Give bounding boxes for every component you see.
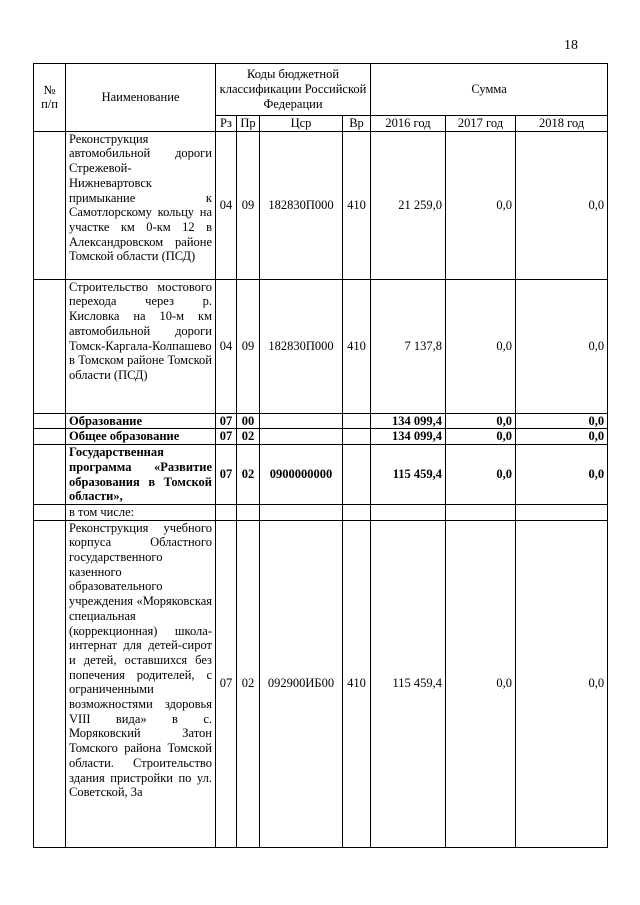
row-rz: 04 (216, 279, 237, 413)
row-sum-2018: 0,0 (516, 445, 608, 505)
row-csr: 0900000000 (260, 445, 343, 505)
header-2016: 2016 год (371, 116, 446, 132)
row-sum-2016: 115 459,4 (371, 520, 446, 847)
row-rz: 04 (216, 131, 237, 279)
row-vr: 410 (343, 279, 371, 413)
row-pr: 02 (237, 445, 260, 505)
row-num (34, 504, 66, 520)
row-sum-2017: 0,0 (446, 131, 516, 279)
row-name: Общее образование (66, 429, 216, 445)
row-sum-2018: 0,0 (516, 520, 608, 847)
header-sum: Сумма (371, 64, 608, 116)
table-row (34, 504, 608, 520)
row-vr (343, 504, 371, 520)
row-num (34, 520, 66, 847)
row-num (34, 279, 66, 413)
row-sum-2017 (446, 504, 516, 520)
header-num: № п/п (34, 64, 66, 132)
row-name: Реконструкция автомобильной дороги Стрежевой-Нижневартовск примыкание к Самотлорскому кольцу на участке км 0-км 12 в Александровском районе Томской области (ПСД) (66, 131, 216, 279)
row-pr: 00 (237, 413, 260, 429)
table-row (34, 520, 608, 847)
row-sum-2017: 0,0 (446, 279, 516, 413)
row-rz: 07 (216, 520, 237, 847)
header-vr: Вр (343, 116, 371, 132)
row-pr: 02 (237, 429, 260, 445)
header-pr: Пр (237, 116, 260, 132)
row-csr (260, 413, 343, 429)
budget-table (33, 63, 608, 848)
row-pr: 09 (237, 279, 260, 413)
row-csr: 182830П000 (260, 131, 343, 279)
header-csr: Цср (260, 116, 343, 132)
row-vr: 410 (343, 131, 371, 279)
row-csr (260, 504, 343, 520)
row-num (34, 429, 66, 445)
row-csr: 182830П000 (260, 279, 343, 413)
row-num (34, 445, 66, 505)
header-2018: 2018 год (516, 116, 608, 132)
row-sum-2018: 0,0 (516, 429, 608, 445)
header-name: Наименование (66, 64, 216, 132)
row-sum-2017: 0,0 (446, 413, 516, 429)
row-sum-2016: 115 459,4 (371, 445, 446, 505)
header-2017: 2017 год (446, 116, 516, 132)
row-sum-2017: 0,0 (446, 445, 516, 505)
row-vr (343, 429, 371, 445)
row-sum-2018: 0,0 (516, 131, 608, 279)
row-vr: 410 (343, 520, 371, 847)
row-sum-2018: 0,0 (516, 279, 608, 413)
table-row (34, 131, 608, 279)
header-codes: Коды бюджетной классификации Российской Федерации (216, 64, 371, 116)
row-num (34, 131, 66, 279)
row-name: в том числе: (66, 504, 216, 520)
row-pr (237, 504, 260, 520)
row-sum-2018: 0,0 (516, 413, 608, 429)
row-csr (260, 429, 343, 445)
table-row (34, 445, 608, 505)
row-name: Образование (66, 413, 216, 429)
table-row (34, 279, 608, 413)
row-rz: 07 (216, 413, 237, 429)
page-number: 18 (564, 38, 578, 53)
row-sum-2016: 134 099,4 (371, 413, 446, 429)
row-name: Государственная программа «Развитие образования в Томской области», (66, 445, 216, 505)
row-vr (343, 413, 371, 429)
row-vr (343, 445, 371, 505)
header-rz: Рз (216, 116, 237, 132)
row-rz: 07 (216, 445, 237, 505)
row-rz: 07 (216, 429, 237, 445)
row-num (34, 413, 66, 429)
row-sum-2016 (371, 504, 446, 520)
row-sum-2017: 0,0 (446, 520, 516, 847)
table-row (34, 413, 608, 429)
row-name: Реконструкция учебного корпуса Областного государственного казенного образовательного учреждения «Моряковская специальная (коррекционная) школа-интернат для детей-сирот и детей, оставшихся без попечения родителей, с ограниченными возможностями здоровья VIII вида» в с. Моряковский Затон Томского района Томской области. Строительство здания пристройки по ул. Советской, 3а (66, 520, 216, 847)
row-pr: 09 (237, 131, 260, 279)
row-pr: 02 (237, 520, 260, 847)
row-csr: 092900ИБ00 (260, 520, 343, 847)
row-sum-2018 (516, 504, 608, 520)
row-sum-2016: 7 137,8 (371, 279, 446, 413)
row-sum-2017: 0,0 (446, 429, 516, 445)
row-rz (216, 504, 237, 520)
row-name: Строительство мостового перехода через р. Кисловка на 10-м км автомобильной дороги Томск-Каргала-Колпашево в Томском районе Томской области (ПСД) (66, 279, 216, 413)
table-row (34, 429, 608, 445)
row-sum-2016: 21 259,0 (371, 131, 446, 279)
row-sum-2016: 134 099,4 (371, 429, 446, 445)
